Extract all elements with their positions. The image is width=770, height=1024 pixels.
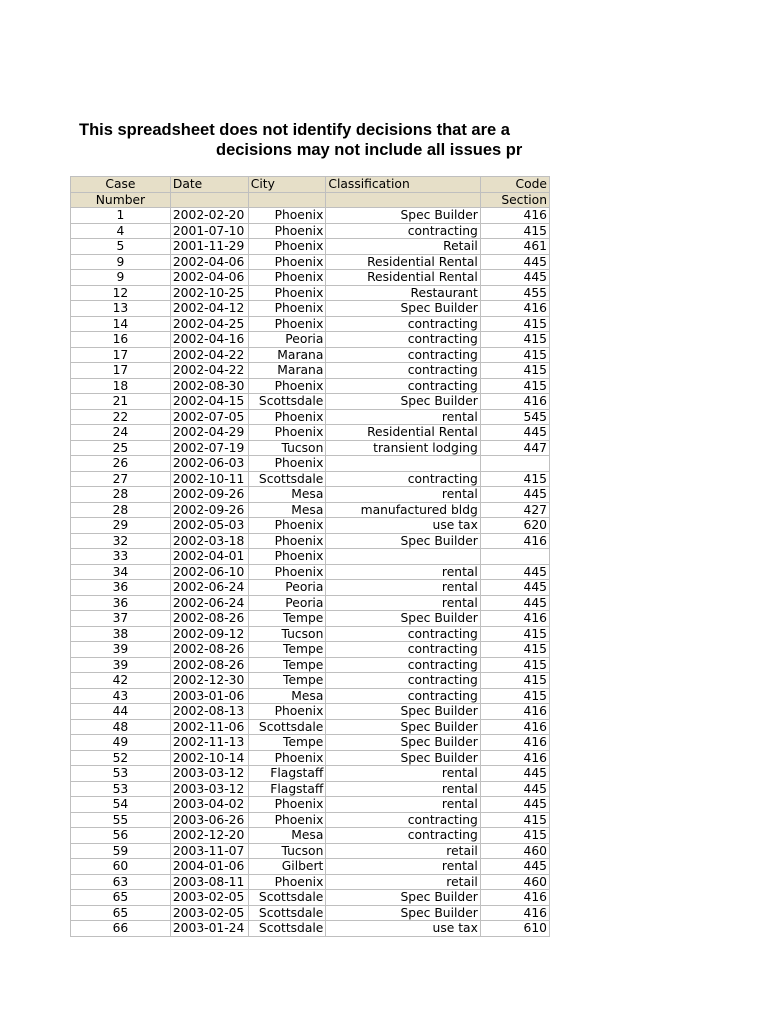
table-row	[71, 471, 550, 487]
cell-classification: contracting	[326, 657, 480, 673]
header-number: Number	[71, 192, 171, 208]
cell-city: Scottsdale	[248, 394, 326, 410]
cell-classification: Spec Builder	[326, 301, 480, 317]
cell-date: 2002-12-20	[170, 828, 248, 844]
cell-code-section: 445	[480, 580, 549, 596]
cell-code-section: 416	[480, 208, 549, 224]
cell-date: 2002-07-05	[170, 409, 248, 425]
cell-classification: Residential Rental	[326, 270, 480, 286]
cell-date: 2002-10-11	[170, 471, 248, 487]
cell-code-section: 415	[480, 626, 549, 642]
cell-classification: Residential Rental	[326, 254, 480, 270]
cell-classification: Spec Builder	[326, 533, 480, 549]
cell-case-number: 65	[71, 890, 171, 906]
table-row	[71, 223, 550, 239]
cell-case-number: 52	[71, 750, 171, 766]
cell-classification: contracting	[326, 347, 480, 363]
table-row	[71, 812, 550, 828]
cell-code-section: 416	[480, 719, 549, 735]
cell-classification: Spec Builder	[326, 719, 480, 735]
cell-city: Phoenix	[248, 316, 326, 332]
cell-code-section	[480, 549, 549, 565]
cell-case-number: 32	[71, 533, 171, 549]
cell-city: Scottsdale	[248, 921, 326, 937]
cell-classification: Spec Builder	[326, 208, 480, 224]
cell-classification: rental	[326, 564, 480, 580]
cell-code-section: 415	[480, 347, 549, 363]
cell-classification: contracting	[326, 812, 480, 828]
cell-case-number: 49	[71, 735, 171, 751]
cell-classification: Spec Builder	[326, 890, 480, 906]
header-blank	[326, 192, 480, 208]
cell-date: 2002-10-25	[170, 285, 248, 301]
cell-case-number: 37	[71, 611, 171, 627]
cell-code-section: 415	[480, 316, 549, 332]
cell-city: Phoenix	[248, 564, 326, 580]
cell-code-section: 416	[480, 750, 549, 766]
cell-code-section: 447	[480, 440, 549, 456]
cell-case-number: 60	[71, 859, 171, 875]
table-row	[71, 828, 550, 844]
cell-date: 2003-01-06	[170, 688, 248, 704]
cell-classification: rental	[326, 859, 480, 875]
cell-classification: retail	[326, 843, 480, 859]
cell-case-number: 63	[71, 874, 171, 890]
cell-date: 2002-08-26	[170, 657, 248, 673]
cell-date: 2003-02-05	[170, 890, 248, 906]
cell-classification: contracting	[326, 642, 480, 658]
cell-date: 2003-11-07	[170, 843, 248, 859]
cell-date: 2001-11-29	[170, 239, 248, 255]
cell-classification: transient lodging	[326, 440, 480, 456]
cell-code-section: 415	[480, 332, 549, 348]
cell-case-number: 54	[71, 797, 171, 813]
cell-city: Flagstaff	[248, 781, 326, 797]
decisions-table	[70, 176, 550, 937]
cell-case-number: 21	[71, 394, 171, 410]
header-blank	[248, 192, 326, 208]
table-row	[71, 781, 550, 797]
cell-city: Phoenix	[248, 549, 326, 565]
cell-date: 2003-03-12	[170, 781, 248, 797]
cell-date: 2002-04-22	[170, 363, 248, 379]
cell-city: Tucson	[248, 440, 326, 456]
table-row	[71, 316, 550, 332]
cell-city: Tucson	[248, 626, 326, 642]
cell-case-number: 28	[71, 487, 171, 503]
cell-city: Peoria	[248, 580, 326, 596]
table-row	[71, 595, 550, 611]
cell-date: 2002-08-13	[170, 704, 248, 720]
cell-city: Peoria	[248, 332, 326, 348]
cell-city: Phoenix	[248, 456, 326, 472]
cell-city: Phoenix	[248, 270, 326, 286]
cell-city: Flagstaff	[248, 766, 326, 782]
cell-code-section: 445	[480, 254, 549, 270]
table-row	[71, 564, 550, 580]
cell-code-section: 416	[480, 301, 549, 317]
table-row	[71, 750, 550, 766]
cell-code-section: 415	[480, 673, 549, 689]
cell-classification: Retail	[326, 239, 480, 255]
cell-case-number: 13	[71, 301, 171, 317]
cell-case-number: 24	[71, 425, 171, 441]
table-row	[71, 704, 550, 720]
table-row	[71, 425, 550, 441]
cell-date: 2002-04-12	[170, 301, 248, 317]
cell-city: Phoenix	[248, 518, 326, 534]
cell-city: Tempe	[248, 657, 326, 673]
cell-code-section: 416	[480, 905, 549, 921]
cell-date: 2002-04-16	[170, 332, 248, 348]
cell-code-section: 415	[480, 378, 549, 394]
cell-case-number: 43	[71, 688, 171, 704]
table-row	[71, 642, 550, 658]
cell-case-number: 48	[71, 719, 171, 735]
cell-date: 2002-04-25	[170, 316, 248, 332]
cell-classification: Spec Builder	[326, 704, 480, 720]
cell-date: 2003-04-02	[170, 797, 248, 813]
cell-case-number: 26	[71, 456, 171, 472]
cell-date: 2003-01-24	[170, 921, 248, 937]
cell-date: 2003-02-05	[170, 905, 248, 921]
cell-case-number: 65	[71, 905, 171, 921]
cell-date: 2002-12-30	[170, 673, 248, 689]
table-row	[71, 285, 550, 301]
cell-date: 2002-08-26	[170, 642, 248, 658]
cell-code-section: 416	[480, 394, 549, 410]
cell-case-number: 39	[71, 642, 171, 658]
table-row	[71, 347, 550, 363]
cell-city: Peoria	[248, 595, 326, 611]
cell-date: 2002-04-29	[170, 425, 248, 441]
cell-classification: rental	[326, 487, 480, 503]
cell-classification: contracting	[326, 471, 480, 487]
cell-date: 2002-06-24	[170, 595, 248, 611]
header-case: Case	[71, 177, 171, 193]
cell-city: Scottsdale	[248, 471, 326, 487]
cell-case-number: 33	[71, 549, 171, 565]
cell-date: 2002-05-03	[170, 518, 248, 534]
cell-code-section: 445	[480, 270, 549, 286]
cell-city: Scottsdale	[248, 890, 326, 906]
cell-code-section: 415	[480, 223, 549, 239]
cell-classification: Restaurant	[326, 285, 480, 301]
cell-classification: Spec Builder	[326, 394, 480, 410]
cell-code-section: 415	[480, 642, 549, 658]
cell-code-section: 416	[480, 611, 549, 627]
cell-date: 2002-08-30	[170, 378, 248, 394]
table-row	[71, 766, 550, 782]
cell-code-section: 445	[480, 564, 549, 580]
header-section: Section	[480, 192, 549, 208]
cell-classification: contracting	[326, 626, 480, 642]
cell-classification: rental	[326, 797, 480, 813]
cell-classification: contracting	[326, 332, 480, 348]
cell-date: 2002-04-15	[170, 394, 248, 410]
cell-case-number: 1	[71, 208, 171, 224]
cell-city: Mesa	[248, 502, 326, 518]
cell-code-section: 415	[480, 471, 549, 487]
cell-classification: contracting	[326, 316, 480, 332]
cell-code-section: 416	[480, 735, 549, 751]
cell-case-number: 56	[71, 828, 171, 844]
cell-code-section: 610	[480, 921, 549, 937]
table-row	[71, 688, 550, 704]
table-row	[71, 239, 550, 255]
table-row	[71, 673, 550, 689]
cell-city: Mesa	[248, 487, 326, 503]
header-classification: Classification	[326, 177, 480, 193]
table-row	[71, 719, 550, 735]
table-row	[71, 921, 550, 937]
cell-case-number: 22	[71, 409, 171, 425]
cell-case-number: 9	[71, 254, 171, 270]
cell-case-number: 53	[71, 781, 171, 797]
cell-code-section: 427	[480, 502, 549, 518]
heading-line-1: This spreadsheet does not identify decisions that are a	[79, 121, 510, 139]
cell-classification: manufactured bldg	[326, 502, 480, 518]
table-row	[71, 254, 550, 270]
cell-code-section: 416	[480, 533, 549, 549]
cell-date: 2002-03-18	[170, 533, 248, 549]
cell-city: Phoenix	[248, 704, 326, 720]
table-row	[71, 487, 550, 503]
cell-classification: use tax	[326, 921, 480, 937]
cell-code-section: 416	[480, 704, 549, 720]
cell-date: 2003-03-12	[170, 766, 248, 782]
cell-date: 2002-06-24	[170, 580, 248, 596]
cell-case-number: 29	[71, 518, 171, 534]
cell-classification: use tax	[326, 518, 480, 534]
cell-code-section: 415	[480, 812, 549, 828]
cell-code-section: 461	[480, 239, 549, 255]
cell-city: Tempe	[248, 642, 326, 658]
cell-case-number: 42	[71, 673, 171, 689]
cell-city: Mesa	[248, 688, 326, 704]
cell-classification: rental	[326, 766, 480, 782]
table-row	[71, 456, 550, 472]
cell-date: 2002-07-19	[170, 440, 248, 456]
cell-case-number: 14	[71, 316, 171, 332]
cell-city: Phoenix	[248, 301, 326, 317]
table-row	[71, 580, 550, 596]
cell-city: Marana	[248, 363, 326, 379]
table-row	[71, 797, 550, 813]
cell-date: 2002-09-26	[170, 502, 248, 518]
table-row	[71, 270, 550, 286]
cell-code-section: 415	[480, 828, 549, 844]
cell-date: 2002-04-22	[170, 347, 248, 363]
cell-date: 2004-01-06	[170, 859, 248, 875]
cell-city: Tucson	[248, 843, 326, 859]
table-row	[71, 440, 550, 456]
table-row	[71, 208, 550, 224]
cell-date: 2002-06-03	[170, 456, 248, 472]
cell-code-section: 460	[480, 874, 549, 890]
cell-code-section: 445	[480, 859, 549, 875]
cell-date: 2002-09-12	[170, 626, 248, 642]
cell-case-number: 55	[71, 812, 171, 828]
header-code: Code	[480, 177, 549, 193]
table-row	[71, 843, 550, 859]
cell-city: Phoenix	[248, 239, 326, 255]
cell-classification: rental	[326, 409, 480, 425]
table-row	[71, 626, 550, 642]
cell-classification: contracting	[326, 223, 480, 239]
cell-code-section: 445	[480, 781, 549, 797]
cell-case-number: 12	[71, 285, 171, 301]
cell-date: 2002-04-06	[170, 270, 248, 286]
cell-case-number: 34	[71, 564, 171, 580]
cell-date: 2002-08-26	[170, 611, 248, 627]
cell-classification: contracting	[326, 688, 480, 704]
cell-city: Phoenix	[248, 750, 326, 766]
cell-code-section: 415	[480, 688, 549, 704]
cell-city: Phoenix	[248, 378, 326, 394]
cell-code-section: 445	[480, 766, 549, 782]
cell-city: Gilbert	[248, 859, 326, 875]
cell-city: Phoenix	[248, 254, 326, 270]
cell-case-number: 9	[71, 270, 171, 286]
cell-city: Phoenix	[248, 812, 326, 828]
cell-code-section	[480, 456, 549, 472]
cell-date: 2002-11-06	[170, 719, 248, 735]
table-row	[71, 611, 550, 627]
table-row	[71, 409, 550, 425]
header-row-1	[71, 177, 550, 193]
cell-classification: Spec Builder	[326, 735, 480, 751]
cell-classification: Spec Builder	[326, 611, 480, 627]
table-row	[71, 859, 550, 875]
cell-case-number: 53	[71, 766, 171, 782]
header-date: Date	[170, 177, 248, 193]
cell-code-section: 445	[480, 487, 549, 503]
cell-classification	[326, 456, 480, 472]
cell-city: Mesa	[248, 828, 326, 844]
cell-case-number: 44	[71, 704, 171, 720]
header-city: City	[248, 177, 326, 193]
cell-case-number: 59	[71, 843, 171, 859]
cell-code-section: 460	[480, 843, 549, 859]
cell-case-number: 5	[71, 239, 171, 255]
cell-case-number: 16	[71, 332, 171, 348]
cell-classification: retail	[326, 874, 480, 890]
cell-case-number: 39	[71, 657, 171, 673]
table-row	[71, 549, 550, 565]
cell-code-section: 415	[480, 363, 549, 379]
cell-city: Marana	[248, 347, 326, 363]
cell-city: Phoenix	[248, 208, 326, 224]
cell-city: Phoenix	[248, 533, 326, 549]
cell-code-section: 620	[480, 518, 549, 534]
cell-code-section: 445	[480, 425, 549, 441]
cell-classification: rental	[326, 595, 480, 611]
cell-case-number: 17	[71, 347, 171, 363]
cell-city: Tempe	[248, 673, 326, 689]
cell-code-section: 455	[480, 285, 549, 301]
cell-city: Tempe	[248, 611, 326, 627]
cell-date: 2003-06-26	[170, 812, 248, 828]
cell-date: 2002-04-06	[170, 254, 248, 270]
heading-line-2: decisions may not include all issues pr	[216, 141, 523, 159]
cell-city: Phoenix	[248, 409, 326, 425]
cell-city: Scottsdale	[248, 719, 326, 735]
cell-case-number: 4	[71, 223, 171, 239]
cell-classification: rental	[326, 580, 480, 596]
cell-code-section: 445	[480, 797, 549, 813]
cell-classification: contracting	[326, 828, 480, 844]
cell-date: 2001-07-10	[170, 223, 248, 239]
cell-classification: Residential Rental	[326, 425, 480, 441]
table-row	[71, 905, 550, 921]
table-row	[71, 533, 550, 549]
cell-case-number: 27	[71, 471, 171, 487]
cell-case-number: 66	[71, 921, 171, 937]
cell-date: 2002-06-10	[170, 564, 248, 580]
cell-date: 2002-11-13	[170, 735, 248, 751]
cell-code-section: 545	[480, 409, 549, 425]
table-row	[71, 394, 550, 410]
cell-date: 2002-02-20	[170, 208, 248, 224]
cell-date: 2002-09-26	[170, 487, 248, 503]
cell-city: Phoenix	[248, 425, 326, 441]
table-row	[71, 332, 550, 348]
cell-city: Tempe	[248, 735, 326, 751]
cell-case-number: 28	[71, 502, 171, 518]
cell-date: 2002-04-01	[170, 549, 248, 565]
table-row	[71, 502, 550, 518]
cell-case-number: 38	[71, 626, 171, 642]
cell-city: Scottsdale	[248, 905, 326, 921]
cell-classification: contracting	[326, 363, 480, 379]
cell-case-number: 25	[71, 440, 171, 456]
cell-classification: contracting	[326, 378, 480, 394]
cell-classification: contracting	[326, 673, 480, 689]
cell-city: Phoenix	[248, 797, 326, 813]
cell-city: Phoenix	[248, 874, 326, 890]
table-row	[71, 874, 550, 890]
table-row	[71, 890, 550, 906]
cell-classification	[326, 549, 480, 565]
cell-case-number: 17	[71, 363, 171, 379]
cell-code-section: 416	[480, 890, 549, 906]
cell-case-number: 36	[71, 595, 171, 611]
header-blank	[170, 192, 248, 208]
cell-case-number: 18	[71, 378, 171, 394]
cell-city: Phoenix	[248, 223, 326, 239]
cell-city: Phoenix	[248, 285, 326, 301]
cell-classification: Spec Builder	[326, 905, 480, 921]
cell-case-number: 36	[71, 580, 171, 596]
cell-code-section: 415	[480, 657, 549, 673]
table-row	[71, 301, 550, 317]
table-row	[71, 363, 550, 379]
cell-code-section: 445	[480, 595, 549, 611]
table-row	[71, 657, 550, 673]
table-row	[71, 518, 550, 534]
table-row	[71, 378, 550, 394]
table-row	[71, 735, 550, 751]
header-row-2	[71, 192, 550, 208]
cell-date: 2003-08-11	[170, 874, 248, 890]
cell-classification: rental	[326, 781, 480, 797]
cell-date: 2002-10-14	[170, 750, 248, 766]
cell-classification: Spec Builder	[326, 750, 480, 766]
